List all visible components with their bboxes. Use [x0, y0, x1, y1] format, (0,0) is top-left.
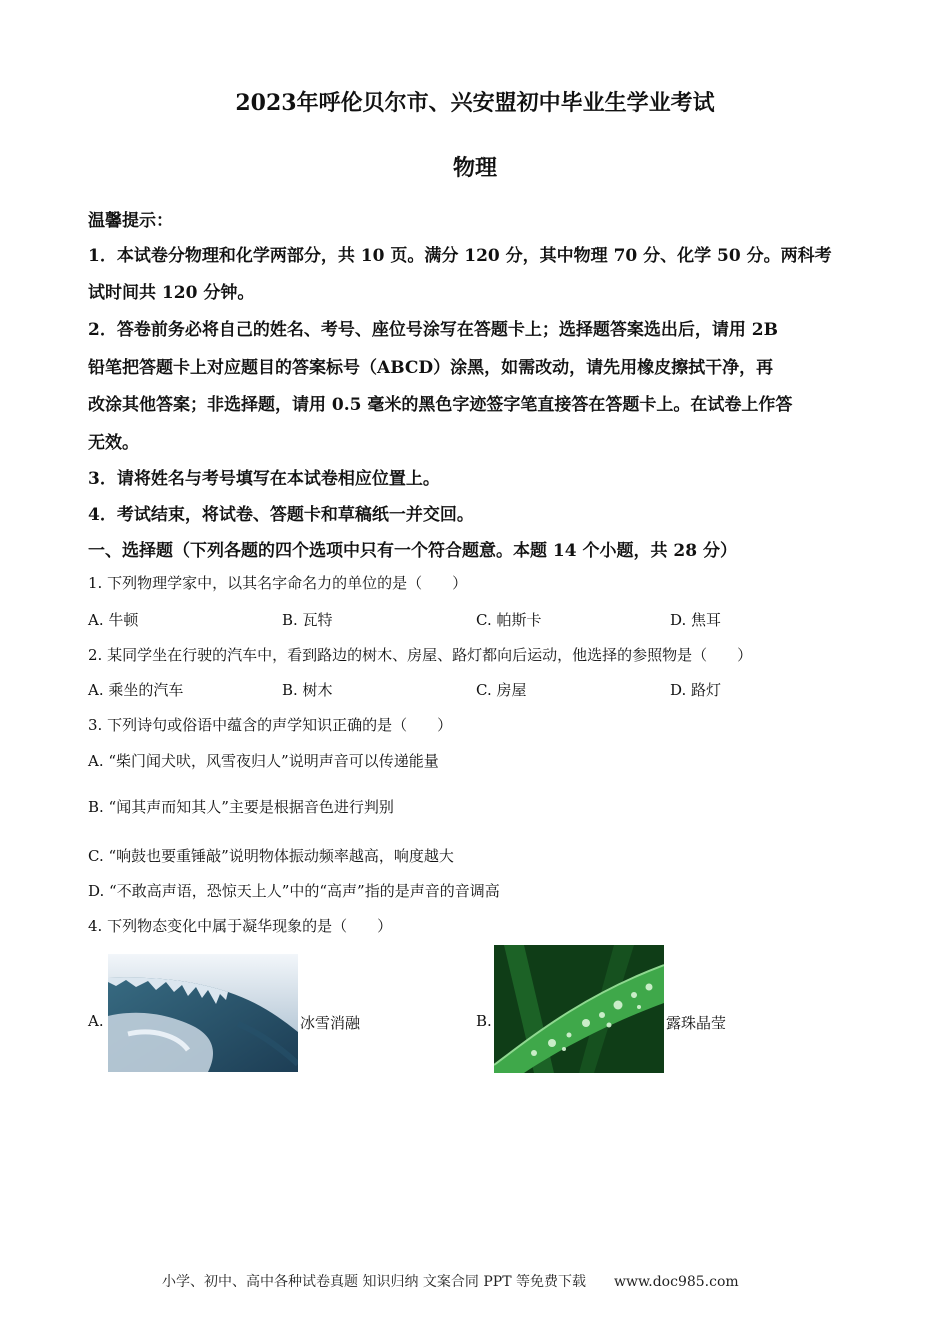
question-4-option-a-caption: 冰雪消融 — [300, 1014, 361, 1032]
question-4-option-b-caption: 露珠晶莹 — [666, 1014, 727, 1032]
question-1-stem: 1. 下列物理学家中，以其名字命名力的单位的是（ ） — [88, 574, 468, 592]
question-1-option-c: C. 帕斯卡 — [476, 611, 542, 629]
ice-snow-photo — [108, 954, 298, 1072]
tip-2-line-3: 改涂其他答案；非选择题，请用 0.5 毫米的黑色字迹签字笔直接答在答题卡上。在试卷上作答 — [88, 395, 793, 415]
question-1-option-b: B. 瓦特 — [282, 611, 333, 629]
question-3-option-b: B. “闻其声而知其人”主要是根据音色进行判别 — [88, 798, 394, 816]
page-footer: 小学、初中、高中各种试卷真题 知识归纳 文案合同 PPT 等免费下载 www.doc985.com — [162, 1274, 739, 1290]
dewdrop-photo — [494, 945, 664, 1073]
tip-1-line-2: 试时间共 120 分钟。 — [88, 283, 255, 303]
question-4-option-a-label: A. — [88, 1012, 104, 1030]
question-1-option-a: A. 牛顿 — [88, 611, 139, 629]
question-3-option-d: D. “不敢高声语，恐惊天上人”中的“高声”指的是声音的音调高 — [88, 882, 500, 900]
question-3-option-c: C. “响鼓也要重锤敲”说明物体振动频率越高，响度越大 — [88, 847, 454, 865]
tip-1-line-1: 1．本试卷分物理和化学两部分，共 10 页。满分 120 分，其中物理 70 分、化学 50 分。两科考 — [88, 246, 832, 266]
dewdrop-image — [494, 945, 664, 1073]
ice-snow-image — [108, 954, 298, 1072]
question-4-stem: 4. 下列物态变化中属于凝华现象的是（ ） — [88, 917, 393, 935]
tips-heading: 温馨提示： — [88, 211, 173, 231]
tip-3: 3．请将姓名与考号填写在本试卷相应位置上。 — [88, 469, 440, 489]
subject-title: 物理 — [452, 155, 497, 181]
question-2-stem: 2. 某同学坐在行驶的汽车中，看到路边的树木、房屋、路灯都向后运动，他选择的参照物是（ ） — [88, 646, 753, 664]
question-2-option-c: C. 房屋 — [476, 681, 527, 699]
question-2-option-d: D. 路灯 — [670, 681, 722, 699]
tip-2-line-4: 无效。 — [88, 433, 139, 453]
question-2-option-a: A. 乘坐的汽车 — [88, 681, 184, 699]
question-4-option-b-label: B. — [476, 1012, 492, 1030]
tip-4: 4．考试结束，将试卷、答题卡和草稿纸一并交回。 — [88, 505, 474, 525]
tip-2-line-2: 铅笔把答题卡上对应题目的答案标号（ABCD）涂黑，如需改动，请先用橡皮擦拭干净，再 — [88, 358, 774, 378]
question-3-stem: 3. 下列诗句或俗语中蕴含的声学知识正确的是（ ） — [88, 716, 453, 734]
question-1-option-d: D. 焦耳 — [670, 611, 722, 629]
section-heading: 一、选择题（下列各题的四个选项中只有一个符合题意。本题 14 个小题，共 28 分） — [88, 541, 737, 561]
question-2-option-b: B. 树木 — [282, 681, 333, 699]
question-3-option-a: A. “柴门闻犬吠，风雪夜归人”说明声音可以传递能量 — [88, 752, 439, 770]
exam-title: 2023年呼伦贝尔市、兴安盟初中毕业生学业考试 — [235, 90, 715, 116]
tip-2-line-1: 2．答卷前务必将自己的姓名、考号、座位号涂写在答题卡上；选择题答案选出后，请用 2B — [88, 320, 778, 340]
